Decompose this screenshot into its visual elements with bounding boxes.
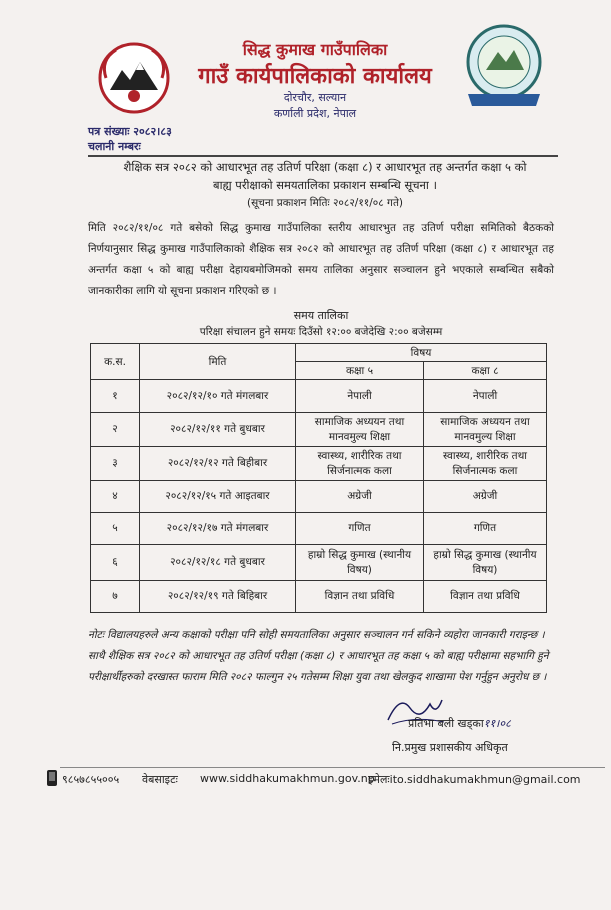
- cell-class8: नेपाली: [424, 380, 547, 413]
- cell-sn: १: [91, 380, 140, 413]
- notice-paragraph: मिति २०८२/११/०८ गते बसेको सिद्ध कुमाख गाउँपालिका स्तरीय आधारभुत तह उतिर्ण परीक्षा समितिको बैठकको निर्णयानुसार सिद्ध कुमाख गाउँपालिकाको शैक्षिक सत्र २०८२ को आधारभूत तह उतिर्ण परिक्षा (कक्षा ८) र आधारभूत तह अन्तर्गत कक्षा ५ को बाह्य परीक्षा देहायबमोजिमको समय तालिका अनुसार सञ्चालन हुने भएकाले सम्बन्धित सबैको जानकारीका लागि यो सूचना प्रकाशन गरिएको छ ।: [88, 222, 554, 297]
- table-row: [91, 581, 547, 613]
- footer-website-label: वेबसाइटः: [142, 773, 178, 786]
- cell-class8: गणित: [424, 513, 547, 545]
- cell-class8: सामाजिक अध्ययन तथा मानवमुल्य शिक्षा: [424, 413, 547, 447]
- dispatch-number: चलानी नम्बरः: [88, 140, 141, 153]
- signatory-line: [408, 716, 511, 731]
- subject-line-1: शैक्षिक सत्र २०८२ को आधारभूत तह उतिर्ण परिक्षा (कक्षा ८) र आधारभूत तह अन्तर्गत कक्षा ५ को: [123, 160, 527, 174]
- cell-class8: स्वास्थ्य, शारीरिक तथा सिर्जनात्मक कला: [424, 447, 547, 481]
- table-row: [91, 380, 547, 413]
- cell-class5: गणित: [296, 513, 424, 545]
- cell-class5: हाम्रो सिद्ध कुमाख (स्थानीय विषय): [296, 545, 424, 581]
- cell-class5: अग्रेजी: [296, 481, 424, 513]
- cell-class8: विज्ञान तथा प्रविधि: [424, 581, 547, 613]
- footer-email: इमेलःito.siddhakumakhmun@gmail.com: [368, 773, 581, 786]
- cell-sn: ४: [91, 481, 140, 513]
- table-row: [91, 513, 547, 545]
- cell-sn: ६: [91, 545, 140, 581]
- cell-date: २०८२/१२/१० गते मंगलबार: [140, 380, 296, 413]
- cell-sn: ३: [91, 447, 140, 481]
- cell-class8: अग्रेजी: [424, 481, 547, 513]
- signatory-title: नि.प्रमुख प्रशासकीय अधिकृत: [392, 741, 508, 754]
- col-header-class8: कक्षा ८: [424, 362, 547, 380]
- province: कर्णाली प्रदेश, नेपाल: [273, 107, 357, 120]
- cell-class5: विज्ञान तथा प्रविधि: [296, 581, 424, 613]
- col-header-subject: विषय: [296, 344, 547, 362]
- table-row: [91, 447, 547, 481]
- publication-date: (सूचना प्रकाशन मितिः २०८२/११/०८ गते): [246, 197, 404, 209]
- cell-date: २०८२/१२/१८ गते बुधबार: [140, 545, 296, 581]
- address: दोरचौर, सल्यान: [283, 91, 347, 104]
- cell-class8: हाम्रो सिद्ध कुमाख (स्थानीय विषय): [424, 545, 547, 581]
- footer-divider: [60, 767, 605, 768]
- header-divider: [88, 155, 558, 157]
- cell-class5: सामाजिक अध्ययन तथा मानवमुल्य शिक्षा: [296, 413, 424, 447]
- table-row: [91, 545, 547, 581]
- cell-class5: स्वास्थ्य, शारीरिक तथा सिर्जनात्मक कला: [296, 447, 424, 481]
- footer-phone: ९८५७८५५००५: [62, 773, 120, 786]
- signatory-handwritten-date: ११।०८: [483, 717, 511, 730]
- org-name: सिद्ध कुमाख गाउँपालिका: [242, 40, 388, 59]
- table-row: [91, 413, 547, 447]
- cell-class5: नेपाली: [296, 380, 424, 413]
- cell-sn: ५: [91, 513, 140, 545]
- col-header-date: मिति: [140, 344, 296, 380]
- government-emblem-logo: [96, 40, 172, 116]
- cell-date: २०८२/१२/१२ गते बिहीबार: [140, 447, 296, 481]
- letter-number: पत्र संख्याः २०८२।८३: [88, 125, 172, 138]
- office-name: गाउँ कार्यपालिकाको कार्यालय: [198, 64, 432, 89]
- cell-sn: ७: [91, 581, 140, 613]
- table-row: [91, 481, 547, 513]
- cell-date: २०८२/१२/१७ गते मंगलबार: [140, 513, 296, 545]
- subject-line-2: बाह्य परीक्षाको समयतालिका प्रकाशन सम्बन्धि सूचना ।: [213, 178, 437, 192]
- cell-sn: २: [91, 413, 140, 447]
- table-subtitle: परिक्षा संचालन हुने समयः दिउँसो १२:०० बजेदेखि २:०० बजेसम्म: [199, 326, 443, 338]
- subject-heading: [100, 158, 550, 194]
- cell-date: २०८२/१२/१५ गते आइतबार: [140, 481, 296, 513]
- col-header-class5: कक्षा ५: [296, 362, 424, 380]
- footer-website: www.siddhakumakhmun.gov.np: [200, 772, 375, 785]
- col-header-sn: क.स.: [91, 344, 140, 380]
- table-title: समय तालिका: [293, 309, 349, 322]
- exam-schedule-table: [90, 343, 547, 613]
- schedule-rows: [91, 380, 547, 613]
- footnote: नोटः विद्यालयहरुले अन्य कक्षाको परीक्षा पनि सोही समयतालिका अनुसार सञ्चालन गर्न सकिने व्यहोरा जानकारी गराइन्छ । साथै शैक्षिक सत्र २०८२ को आधारभूत तह उतिर्ण परीक्षा (कक्षा ८) र आधारभूत तह कक्षा ५ को बाह्य परीक्षामा सहभागि हुने परीक्षार्थीहरुको दरखास्त फाराम मिति २०८२ फाल्गुन २५ गतेसम्म शिक्षा युवा तथा खेलकुद शाखामा पेश गर्नुहुन अनुरोध छ ।: [88, 629, 549, 683]
- cell-date: २०८२/१२/१९ गते बिहिबार: [140, 581, 296, 613]
- phone-icon: [46, 770, 58, 786]
- signatory-name: प्रतिभा बली खड्का: [408, 717, 484, 730]
- municipality-seal-logo: [458, 22, 550, 110]
- cell-date: २०८२/१२/११ गते बुधबार: [140, 413, 296, 447]
